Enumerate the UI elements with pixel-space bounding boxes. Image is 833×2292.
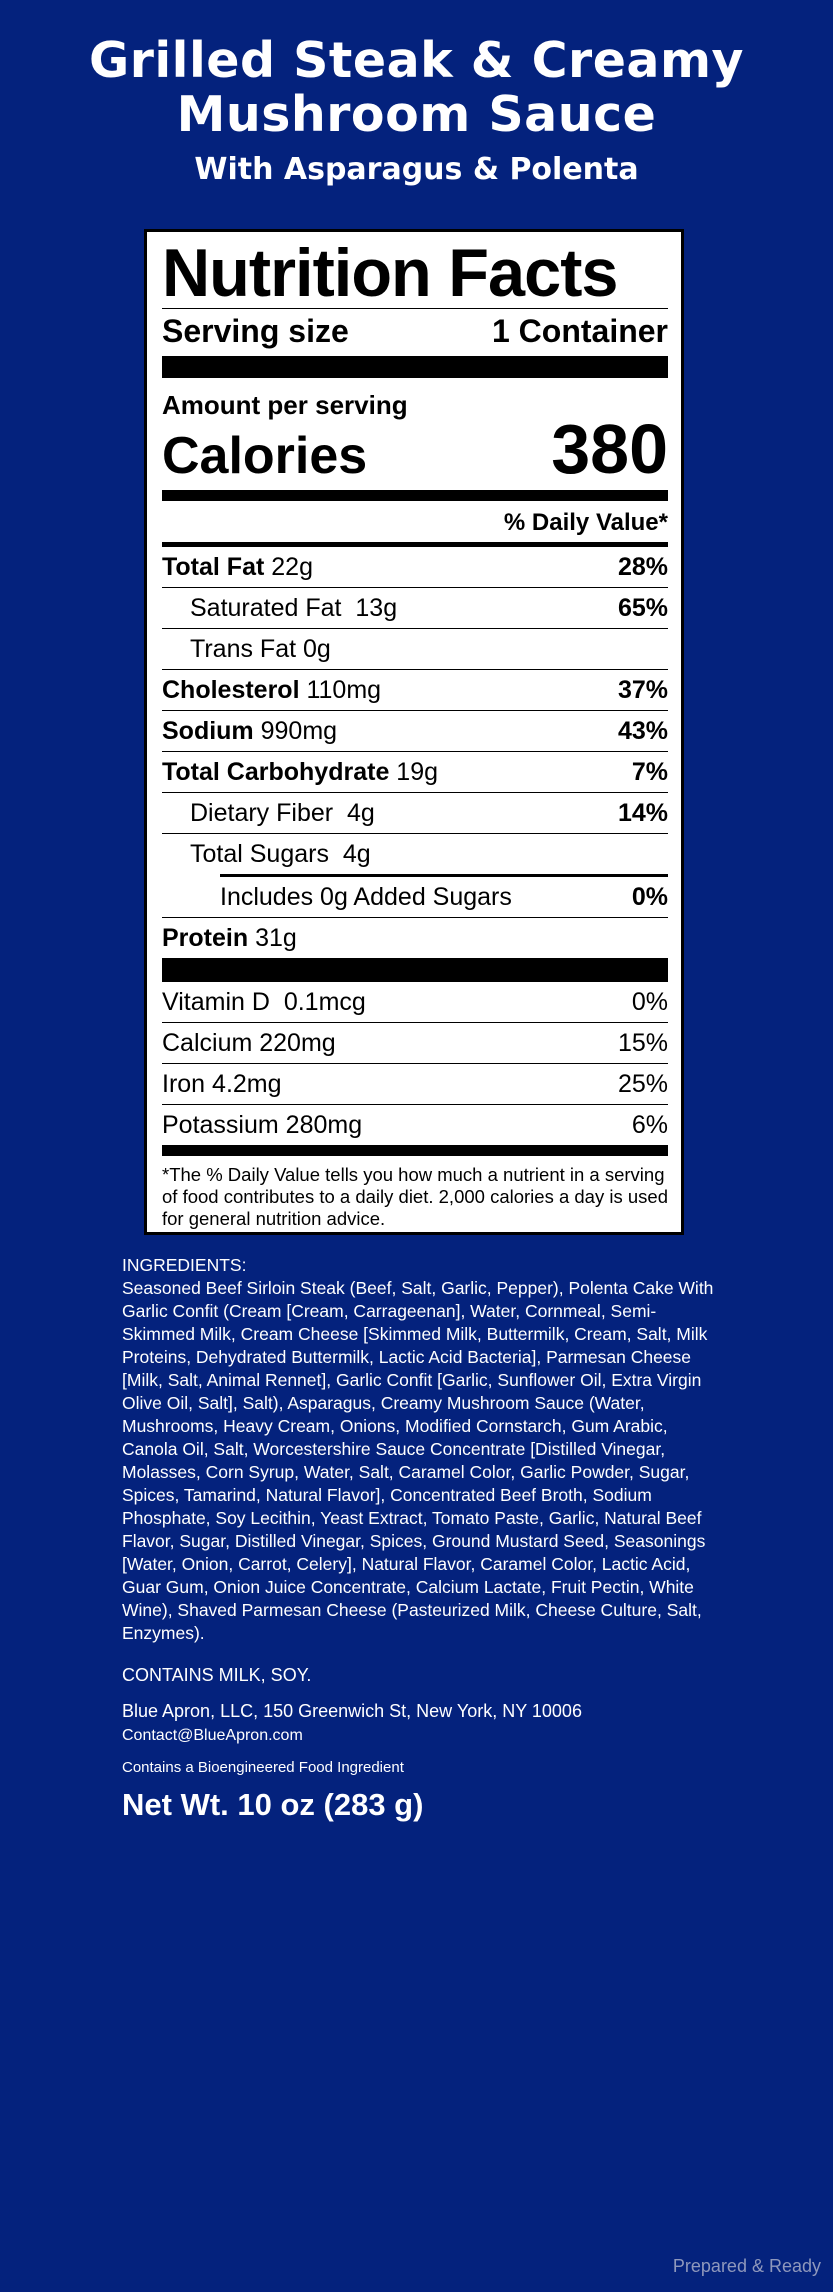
nutrient-amount: 31g (255, 924, 297, 952)
vitamin-row-vitamin-d (162, 982, 668, 1022)
company-address: Blue Apron, LLC, 150 Greenwich St, New York, NY 10006 (122, 1701, 582, 1721)
thick-divider (162, 1145, 668, 1156)
nutrient-dv: 28% (617, 553, 668, 581)
nutrient-amount: 19g (396, 758, 439, 786)
vitamin-row-calcium (162, 1022, 668, 1063)
nutrient-amount: 4g (342, 840, 371, 868)
nutrient-row-sodium (162, 710, 668, 751)
nutrient-label: Saturated Fat (190, 594, 342, 622)
nutrient-dv: 0% (631, 883, 668, 911)
product-title-line1: Grilled Steak & Creamy (88, 32, 744, 89)
net-weight: Net Wt. 10 oz (283 g) (122, 1787, 424, 1822)
thick-divider (162, 356, 668, 378)
nutrient-dv: 43% (617, 717, 668, 745)
serving-size-label: Serving size (162, 313, 349, 349)
vitamin-label: Calcium (162, 1029, 253, 1057)
ingredients-text: INGREDIENTS: Seasoned Beef Sirloin Steak (Beef, Salt, Garlic, Pepper), Polenta Cake With Garlic Confit (Cream [Cream, Carrageenan], Water, Cornmeal, Semi-Skimmed Milk, Cream Cheese [Skimmed Milk, Buttermilk, Cream, Salt, Milk Proteins, Dehydrated Buttermilk, Lactic Acid Bacteria], Parmesan Cheese [Milk, Salt, Animal Rennet], Garlic Confit [Garlic, Sunflower Oil, Extra Virgin Olive Oil, Salt], Salt), Asparagus, Creamy Mushroom Sauce (Water, Mushrooms, Heavy Cream, Onions, Modified Cornstarch, Gum Arabic, Canola Oil, Salt, Worcestershire Sauce Concentrate [Distilled Vinegar, Molasses, Corn Syrup, Water, Salt, Caramel Color, Garlic Powder, Sugar, Spices, Tamarind, Natural Flavor], Concentrated Beef Broth, Sodium Phosphate, Soy Lecithin, Yeast Extract, Tomato Paste, Garlic, Natural Beef Flavor, Sugar, Distilled Vinegar, Spices, Ground Mustard Seed, Seasonings [Water, Onion, Carrot, Celery], Natural Flavor, Caramel Color, Lactic Acid, Guar Gum, Onion Juice Concentrate, Calcium Lactate, Fruit Pectin, White Wine), Shaved Parmesan Cheese (Pasteurized Milk, Cheese Culture, Salt, Enzymes). (122, 1255, 714, 1643)
vitamin-row-iron (162, 1063, 668, 1104)
vitamin-amount: 280mg (285, 1111, 363, 1139)
calories-row (162, 410, 668, 490)
nutrient-amount: 4g (347, 799, 375, 827)
nutrient-row-added-sugars (220, 874, 668, 917)
nutrient-label: Total Fat (162, 553, 265, 581)
nutrient-label: Protein (162, 924, 249, 952)
thick-divider (162, 490, 668, 501)
nutrient-label: Dietary Fiber (190, 799, 334, 827)
nutrient-dv: 65% (617, 594, 668, 622)
vitamin-label: Iron (162, 1070, 206, 1098)
calories-value: 380 (551, 410, 668, 488)
nutrient-label: Total Carbohydrate (162, 758, 390, 786)
nutrient-label: Total Sugars (190, 840, 329, 868)
vitamin-amount: 4.2mg (212, 1070, 282, 1098)
nutrient-row-total-fat (162, 542, 668, 587)
product-header (0, 34, 833, 188)
nutrient-amount: 22g (271, 553, 313, 581)
nutrient-row-trans-fat (162, 628, 668, 669)
nutrient-amount: 110mg (306, 676, 382, 704)
nutrient-row-cholesterol (162, 669, 668, 710)
bioengineered-notice: Contains a Bioengineered Food Ingredient (122, 1759, 404, 1776)
nutrient-label: Includes 0g Added Sugars (220, 883, 512, 911)
vitamin-row-potassium (162, 1104, 668, 1145)
nutrient-label: Cholesterol (162, 676, 300, 704)
product-subtitle: With Asparagus & Polenta (194, 152, 639, 187)
nutrient-label: Trans Fat (190, 635, 297, 663)
footer-brand: Prepared & Ready (672, 2256, 821, 2276)
daily-value-header: % Daily Value* (503, 509, 668, 536)
contact-email: Contact@BlueApron.com (122, 1727, 303, 1744)
amount-per-serving-label: Amount per serving (162, 390, 408, 420)
vitamin-label: Potassium (162, 1111, 279, 1139)
vitamin-dv: 0% (631, 988, 668, 1016)
nutrient-amount: 990mg (260, 717, 338, 745)
product-title-line2: Mushroom Sauce (176, 86, 657, 143)
vitamin-dv: 15% (617, 1029, 668, 1057)
nutrient-label: Sodium (162, 717, 254, 745)
nutrient-row-total-sugars (162, 833, 668, 874)
nutrient-row-protein (162, 917, 668, 958)
nutrient-dv: 14% (617, 799, 668, 827)
vitamin-amount: 220mg (259, 1029, 336, 1057)
nutrient-row-dietary-fiber (162, 792, 668, 833)
vitamin-dv: 25% (617, 1070, 668, 1098)
vitamin-label: Vitamin D (162, 988, 270, 1016)
nutrition-facts-title: Nutrition Facts (162, 235, 618, 311)
nutrient-dv: 7% (631, 758, 668, 786)
nutrient-row-total-carbohydrate (162, 751, 668, 792)
nutrient-row-saturated-fat (162, 587, 668, 628)
nutrient-dv: 37% (617, 676, 668, 704)
allergen-statement: CONTAINS MILK, SOY. (122, 1665, 312, 1685)
nutrient-amount: 13g (355, 594, 398, 622)
vitamin-amount: 0.1mcg (283, 988, 366, 1016)
calories-label: Calories (162, 427, 368, 485)
serving-size-value: 1 Container (491, 313, 668, 349)
thick-divider (162, 958, 668, 982)
vitamin-dv: 6% (631, 1111, 668, 1139)
serving-size-row (162, 309, 668, 356)
nutrient-amount: 0g (303, 635, 331, 663)
nutrition-facts-panel (144, 229, 684, 1235)
daily-value-footnote: *The % Daily Value tells you how much a nutrient in a serving of food contributes to a daily diet. 2,000 calories a day is used for general nutrition advice. (162, 1164, 668, 1229)
